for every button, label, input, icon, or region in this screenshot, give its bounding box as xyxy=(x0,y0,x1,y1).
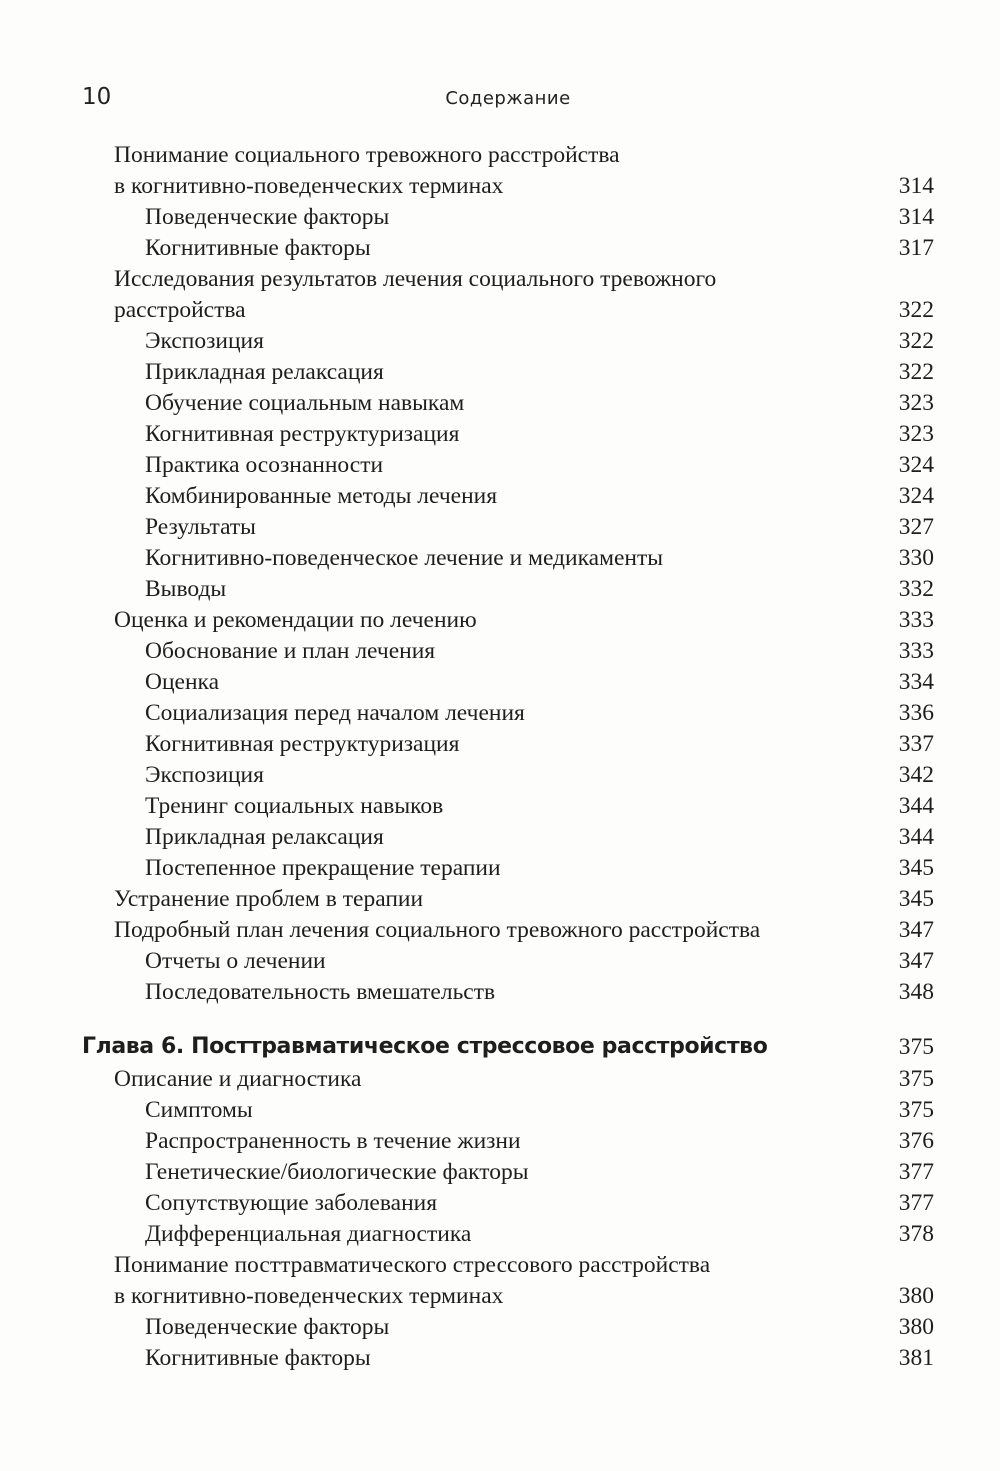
toc-entry-title: Описание и диагностика xyxy=(114,1066,362,1092)
toc-entry-page: 336 xyxy=(898,700,934,726)
toc-entry xyxy=(82,605,934,636)
toc-entry xyxy=(82,884,934,915)
toc-entry-page: 345 xyxy=(898,886,934,912)
toc-entry-page: 380 xyxy=(898,1283,934,1309)
toc-entry xyxy=(82,264,934,326)
toc-entry-page: 347 xyxy=(898,948,934,974)
toc-entry-page: 317 xyxy=(898,235,934,261)
toc-entry xyxy=(82,512,934,543)
toc-entry xyxy=(82,481,934,512)
chapter-page: 375 xyxy=(898,1034,934,1060)
toc-entry-page: 376 xyxy=(898,1128,934,1154)
toc-entry-title: Прикладная релаксация xyxy=(145,824,384,850)
toc-entry-title: Понимание посттравматического стрессового расстройства xyxy=(114,1252,711,1278)
toc-entry-page: 327 xyxy=(898,514,934,540)
toc-entry-page: 333 xyxy=(898,607,934,633)
toc-entry xyxy=(82,543,934,574)
toc-entry xyxy=(82,326,934,357)
toc-entry-title: Когнитивные факторы xyxy=(145,235,371,261)
toc-entry xyxy=(82,667,934,698)
toc-entry xyxy=(82,1312,934,1343)
toc-entry xyxy=(82,202,934,233)
toc-entry-page: 330 xyxy=(898,545,934,571)
toc-entry-page: 344 xyxy=(898,824,934,850)
toc-entry xyxy=(82,977,934,1008)
toc-entry xyxy=(82,357,934,388)
toc-entry-title: Практика осознанности xyxy=(145,452,384,478)
toc-entry-title: Оценка и рекомендации по лечению xyxy=(114,607,477,633)
page-header xyxy=(82,84,934,116)
toc-entry-page: 348 xyxy=(898,979,934,1005)
toc-entry-page: 337 xyxy=(898,731,934,757)
toc-entry-page: 322 xyxy=(898,297,934,323)
toc-entry xyxy=(82,822,934,853)
toc-entry xyxy=(82,450,934,481)
toc-entry xyxy=(82,1188,934,1219)
toc-entry-page: 377 xyxy=(898,1159,934,1185)
toc-entry-title: Тренинг социальных навыков xyxy=(145,793,444,819)
toc-entry-page: 381 xyxy=(898,1345,934,1371)
toc-entry-title: Сопутствующие заболевания xyxy=(145,1190,438,1216)
toc-entry-page: 380 xyxy=(898,1314,934,1340)
toc-entry-title: Прикладная релаксация xyxy=(145,359,384,385)
toc-entry xyxy=(82,1157,934,1188)
toc-entry xyxy=(82,1219,934,1250)
toc-entry-page: 323 xyxy=(898,390,934,416)
toc-entry xyxy=(82,1126,934,1157)
toc-entry-title: Генетические/биологические факторы xyxy=(145,1159,529,1185)
running-title: Содержание xyxy=(445,88,571,109)
table-of-contents xyxy=(82,140,934,1374)
toc-entry xyxy=(82,946,934,977)
toc-entry-page: 378 xyxy=(898,1221,934,1247)
toc-entry-title: Комбинированные методы лечения xyxy=(145,483,498,509)
toc-entry-page: 342 xyxy=(898,762,934,788)
toc-entry xyxy=(82,574,934,605)
toc-entry xyxy=(82,1064,934,1095)
toc-entry-page: 324 xyxy=(898,452,934,478)
toc-entry-page: 323 xyxy=(898,421,934,447)
toc-entry xyxy=(82,419,934,450)
toc-entry-page: 314 xyxy=(898,204,934,230)
toc-entry-title: Экспозиция xyxy=(145,328,264,354)
toc-entry-page: 333 xyxy=(898,638,934,664)
toc-entry-title-continued: в когнитивно-поведенческих терминах xyxy=(114,173,504,199)
toc-entry-title: Социализация перед началом лечения xyxy=(145,700,525,726)
toc-entry-title: Обоснование и план лечения xyxy=(145,638,436,664)
chapter-heading xyxy=(82,1030,934,1064)
toc-entry xyxy=(82,140,934,202)
toc-entry-title: Понимание социального тревожного расстройства xyxy=(114,142,620,168)
toc-entry-title: Распространенность в течение жизни xyxy=(145,1128,521,1154)
toc-entry-page: 345 xyxy=(898,855,934,881)
toc-entry-title: Исследования результатов лечения социального тревожного xyxy=(114,266,717,292)
toc-entry-title: Когнитивная реструктуризация xyxy=(145,731,460,757)
toc-entry-page: 375 xyxy=(898,1066,934,1092)
toc-entry xyxy=(82,760,934,791)
toc-entry-page: 334 xyxy=(898,669,934,695)
toc-entry-title-continued: в когнитивно-поведенческих терминах xyxy=(114,1283,504,1309)
page-number: 10 xyxy=(82,84,112,110)
toc-entry xyxy=(82,1250,934,1312)
toc-entry-title: Постепенное прекращение терапии xyxy=(145,855,501,881)
toc-entry xyxy=(82,388,934,419)
toc-entry-title: Симптомы xyxy=(145,1097,253,1123)
toc-entry-title: Когнитивные факторы xyxy=(145,1345,371,1371)
toc-entry-page: 347 xyxy=(898,917,934,943)
toc-entry xyxy=(82,636,934,667)
toc-entry xyxy=(82,791,934,822)
toc-entry-page: 375 xyxy=(898,1097,934,1123)
toc-entry-page: 344 xyxy=(898,793,934,819)
toc-entry xyxy=(82,233,934,264)
toc-entry-title: Оценка xyxy=(145,669,220,695)
toc-entry xyxy=(82,1343,934,1374)
toc-entry-title: Отчеты о лечении xyxy=(145,948,326,974)
toc-entry-title: Когнитивная реструктуризация xyxy=(145,421,460,447)
toc-entry-title: Поведенческие факторы xyxy=(145,1314,390,1340)
toc-entry-title: Устранение проблем в терапии xyxy=(114,886,424,912)
toc-entry xyxy=(82,729,934,760)
toc-entry-title: Последовательность вмешательств xyxy=(145,979,496,1005)
toc-entry-title: Подробный план лечения социального тревожного расстройства xyxy=(114,917,761,943)
toc-entry-page: 314 xyxy=(898,173,934,199)
toc-entry xyxy=(82,698,934,729)
toc-entry-page: 322 xyxy=(898,359,934,385)
toc-entry-page: 332 xyxy=(898,576,934,602)
toc-entry-title: Результаты xyxy=(145,514,256,540)
toc-entry-page: 324 xyxy=(898,483,934,509)
toc-entry-title: Поведенческие факторы xyxy=(145,204,390,230)
toc-entry xyxy=(82,853,934,884)
toc-entry-page: 322 xyxy=(898,328,934,354)
toc-entry-title: Когнитивно-поведенческое лечение и медикаменты xyxy=(145,545,664,571)
chapter-title: Глава 6. Посттравматическое стрессовое расстройство xyxy=(82,1034,768,1059)
toc-entry-title-continued: расстройства xyxy=(114,297,246,323)
toc-entry-title: Выводы xyxy=(145,576,227,602)
toc-entry xyxy=(82,1095,934,1126)
toc-entry-title: Дифференциальная диагностика xyxy=(145,1221,472,1247)
toc-entry-page: 377 xyxy=(898,1190,934,1216)
toc-entry-title: Экспозиция xyxy=(145,762,264,788)
toc-entry-title: Обучение социальным навыкам xyxy=(145,390,465,416)
toc-entry xyxy=(82,915,934,946)
